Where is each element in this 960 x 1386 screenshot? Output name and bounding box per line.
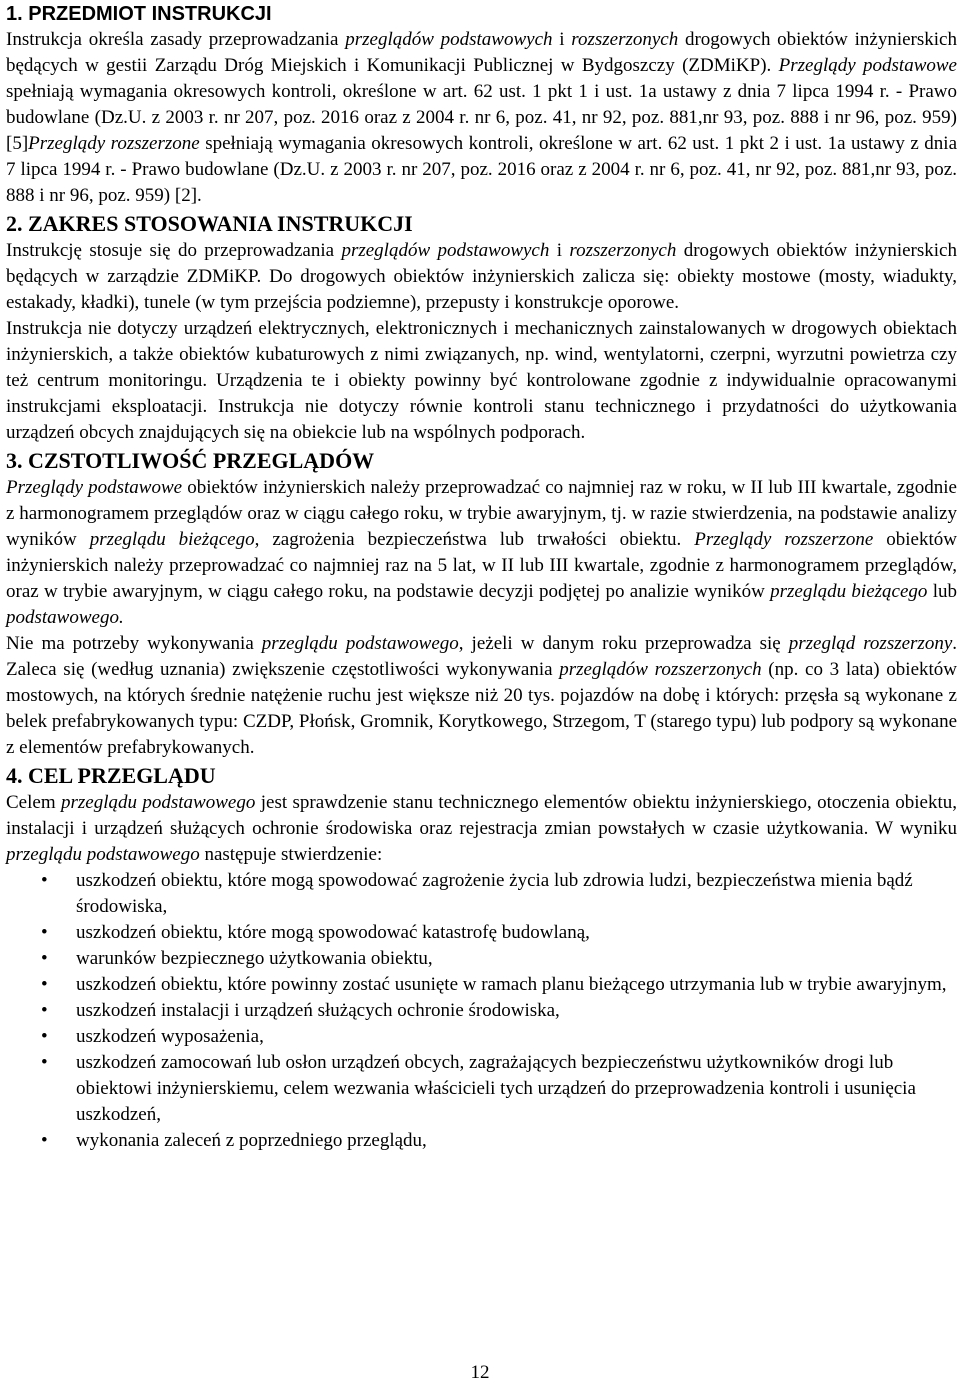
section-2-heading: 2. ZAKRES STOSOWANIA INSTRUKCJI — [6, 211, 413, 236]
list-item: • uszkodzeń instalacji i urządzeń służących ochronie środowiska, — [6, 998, 957, 1024]
section-4-paragraph: Celem przeglądu podstawowego jest sprawdzenie stanu technicznego elementów obiektu inżynierskiego, otoczenia obiektu, instalacji i urządzeń służących ochronie środowiska oraz rejestracja zmian powstałych w czasie użytkowania. W wyniku przeglądu podstawowego następuje stwierdzenie: — [6, 792, 957, 865]
section-3-paragraph-1: Przeglądy podstawowe obiektów inżynierskich należy przeprowadzać co najmniej raz w roku, w II lub III kwartale, zgodnie z harmonogramem przeglądów oraz w ciągu całego roku, w trybie awaryjnym, tj. w razie stwierdzenia, na podstawie analizy wyników przeglądu bieżącego, zagrożenia bezpieczeństwa lub trwałości obiektu. Przeglądy rozszerzone obiektów inżynierskich należy przeprowadzać co najmniej raz na 5 lat, w II lub III kwartale, zgodnie z harmonogramem przeglądów, oraz w trybie awaryjnym, w ciągu całego roku, na podstawie decyzji podjętej po analizie wyników przeglądu bieżącego lub podstawowego. — [6, 477, 957, 628]
section-2-paragraph-2: Instrukcja nie dotyczy urządzeń elektrycznych, elektronicznych i mechanicznych zainstalowanych w drogowych obiektach inżynierskich, a także obiektów kubaturowych z nimi związanych, np. wind, wentylatorni, czerpni, wyrzutni powietrza czy też centrum monitoringu. Urządzenia te i obiekty powinny być kontrolowane zgodnie z indywidualnie opracowanymi instrukcjami eksploatacji. Instrukcja nie dotyczy równie kontroli stanu technicznego i przydatności do użytkowania urządzeń obcych znajdujących się na obiekcie lub na wspólnych podporach. — [6, 318, 957, 443]
section-1-heading: 1. PRZEDMIOT INSTRUKCJI — [6, 3, 272, 25]
section-1-paragraph: Instrukcja określa zasady przeprowadzania przeglądów podstawowych i rozszerzonych drogowych obiektów inżynierskich będących w gestii Zarządu Dróg Miejskich i Komunikacji Publicznej w Bydgoszczy (ZDMiKP). Przeglądy podstawowe spełniają wymagania okresowych kontroli, określone w art. 62 ust. 1 pkt 1 i ust. 1a ustawy z dnia 7 lipca 1994 r. - Prawo budowlane (Dz.U. z 2003 r. nr 207, poz. 2016 oraz z 2004 r. nr 6, poz. 41, nr 92, poz. 881,nr 93, poz. 888 i nr 96, poz. 959) [5]Przeglądy rozszerzone spełniają wymagania okresowych kontroli, określone w art. 62 ust. 1 pkt 2 i ust. 1a ustawy z dnia 7 lipca 1994 r. - Prawo budowlane (Dz.U. z 2003 r. nr 207, poz. 2016 oraz z 2004 r. nr 6, poz. 41, nr 92, poz. 881,nr 93, poz. 888 i nr 96, poz. 959) [2]. — [6, 29, 957, 206]
list-item: • uszkodzeń obiektu, które powinny zostać usunięte w ramach planu bieżącego utrzymania lub w trybie awaryjnym, — [6, 972, 957, 998]
section-4-heading: 4. CEL PRZEGLĄDU — [6, 763, 216, 788]
list-item: • wykonania zaleceń z poprzedniego przeglądu, — [6, 1128, 957, 1154]
findings-list — [6, 868, 957, 1154]
list-item: • uszkodzeń wyposażenia, — [6, 1024, 957, 1050]
list-item: • uszkodzeń obiektu, które mogą spowodować zagrożenie życia lub zdrowia ludzi, bezpieczeństwa mienia bądź środowiska, — [6, 868, 957, 920]
list-item: • warunków bezpiecznego użytkowania obiektu, — [6, 946, 957, 972]
section-3-heading: 3. CZSTOTLIWOŚĆ PRZEGLĄDÓW — [6, 448, 375, 473]
section-3-paragraph-2: Nie ma potrzeby wykonywania przeglądu podstawowego, jeżeli w danym roku przeprowadza się przegląd rozszerzony. Zaleca się (według uznania) zwiększenie częstotliwości wykonywania przeglądów rozszerzonych (np. co 3 lata) obiektów mostowych, na których średnie natężenie ruchu jest większe niż 20 tys. pojazdów na dobę i których: przęsła są wykonane z belek prefabrykowanych typu: CZDP, Płońsk, Gromnik, Korytkowego, Strzegom, T (starego typu) lub podpory są wykonane z elementów prefabrykowanych. — [6, 633, 958, 758]
page-number: 12 — [470, 1362, 490, 1383]
section-2-paragraph-1: Instrukcję stosuje się do przeprowadzania przeglądów podstawowych i rozszerzonych drogowych obiektów inżynierskich będących w zarządzie ZDMiKP. Do drogowych obiektów inżynierskich zalicza się: obiekty mostowe (mosty, wiadukty, estakady, kładki), tunele (w tym przejścia podziemne), przepusty i konstrukcje oporowe. — [6, 240, 957, 313]
list-item: • uszkodzeń obiektu, które mogą spowodować katastrofę budowlaną, — [6, 920, 957, 946]
list-item: • uszkodzeń zamocowań lub osłon urządzeń obcych, zagrażających bezpieczeństwu użytkowników drogi lub obiektowi inżynierskiemu, celem wezwania właścicieli tych urządzeń do przeprowadzenia kontroli i usunięcia uszkodzeń, — [6, 1050, 957, 1128]
